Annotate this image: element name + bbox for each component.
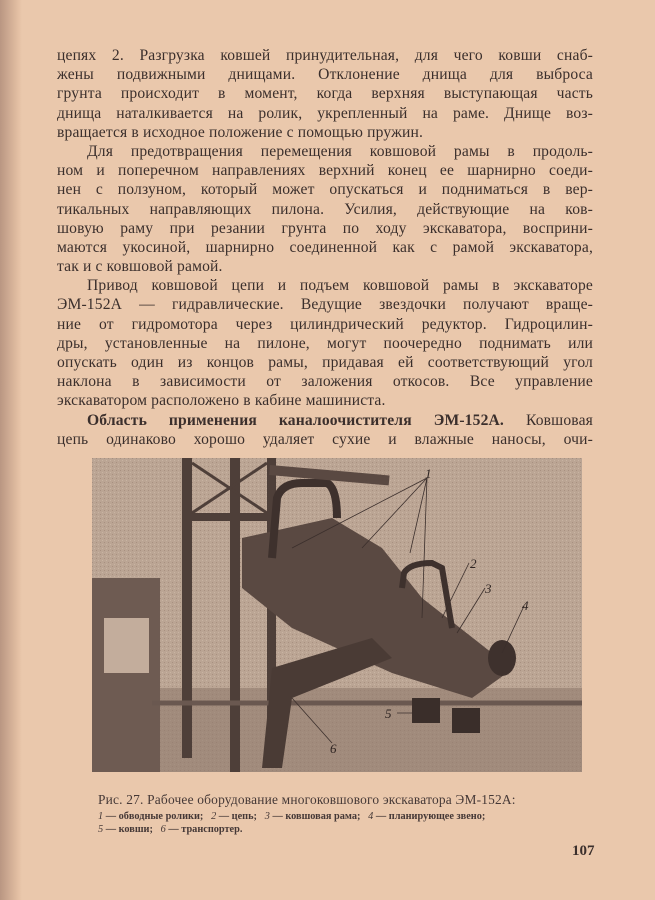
text-line (57, 411, 593, 430)
legend-num: 3 (264, 811, 270, 822)
text-line: наклона в зависимости от заложения откосов. Все управление (57, 373, 593, 391)
excavator-photo (92, 458, 582, 772)
caption-title: Рис. 27. Рабочее оборудование многоковшового экскаватора ЭМ-152А: (98, 792, 516, 807)
legend-text: — ковшовая рама; (272, 811, 361, 822)
text-line: вращается в исходное положение с помощью пружин. (57, 123, 424, 141)
legend-num: 2 (211, 811, 217, 822)
cabin (92, 578, 160, 772)
text-line: ЭМ-152А — гидравлические. Ведущие звездочки получают враще- (57, 296, 593, 314)
text-line: маются укосиной, шарнирно соединенной как с рамой экскаватора, (57, 238, 593, 256)
legend-text: — планирующее звено; (375, 811, 486, 822)
text-line: Для предотвращения перемещения ковшовой рамы в продоль- (87, 142, 593, 160)
page-number: 107 (572, 843, 595, 859)
text-line: цепях 2. Разгрузка ковшей принудительная, для чего ковши снаб- (57, 47, 593, 64)
text-line: Привод ковшовой цепи и подъем ковшовой рамы в экскаваторе (87, 277, 593, 295)
text-line: дры, установленные на пилоне, могут поочередно поднимать или (57, 334, 593, 352)
text-run: Ковшовая (525, 411, 593, 429)
legend-num: 1 (98, 811, 104, 822)
section-heading: Область применения каналоочистителя ЭМ-152А. (87, 411, 504, 429)
callout-2: 2 (470, 556, 477, 571)
legend-num: 4 (368, 811, 374, 822)
legend-text: — транспортер. (168, 823, 243, 835)
text-line: ние от гидромотора через цилиндрический редуктор. Гидроцилин- (57, 315, 593, 333)
text-line: так и с ковшовой рамой. (57, 258, 223, 276)
text-line: цепь одинаково хорошо удаляет сухие и влажные наносы, очи- (57, 430, 593, 448)
figure-caption (98, 792, 608, 836)
text-line: грунта происходит в момент, когда верхняя выступающая часть (57, 85, 593, 103)
callout-3: 3 (485, 581, 492, 596)
legend-num: 5 (98, 823, 104, 835)
legend-text: — цепь; (218, 811, 257, 822)
text-line: тикальных направляющих пилона. Усилия, действующие на ков- (57, 200, 593, 218)
text-line: нен с ползуном, который может опускаться и подниматься в вер- (57, 181, 593, 199)
legend-num: 6 (160, 823, 166, 835)
callout-5: 5 (385, 706, 392, 721)
callout-1: 1 (425, 466, 432, 481)
callout-6: 6 (330, 741, 337, 756)
figure-photo (92, 458, 582, 772)
text-line: шовую раму при резании грунта по ходу экскаватора, восприни- (57, 219, 593, 237)
body-text (57, 46, 593, 449)
text-line: экскаватором расположено в кабине машиниста. (57, 392, 386, 410)
text-line: опускать один из концов рамы, придавая ей соответствующий угол (57, 354, 593, 371)
roller (488, 640, 516, 676)
page-binding-shadow (0, 0, 22, 900)
legend-text: — обводные ролики; (105, 811, 204, 822)
text-line: ном и поперечном направлениях верхний конец ее шарнирно соеди- (57, 162, 593, 180)
callout-4: 4 (522, 598, 529, 613)
caption-legend (98, 811, 608, 836)
legend-text: — ковши; (105, 823, 153, 835)
text-line: жены подвижными днищами. Отклонение днища для выброса (57, 66, 593, 84)
text-line: днища наталкивается на ролик, укрепленный на раме. Днище воз- (57, 104, 593, 122)
